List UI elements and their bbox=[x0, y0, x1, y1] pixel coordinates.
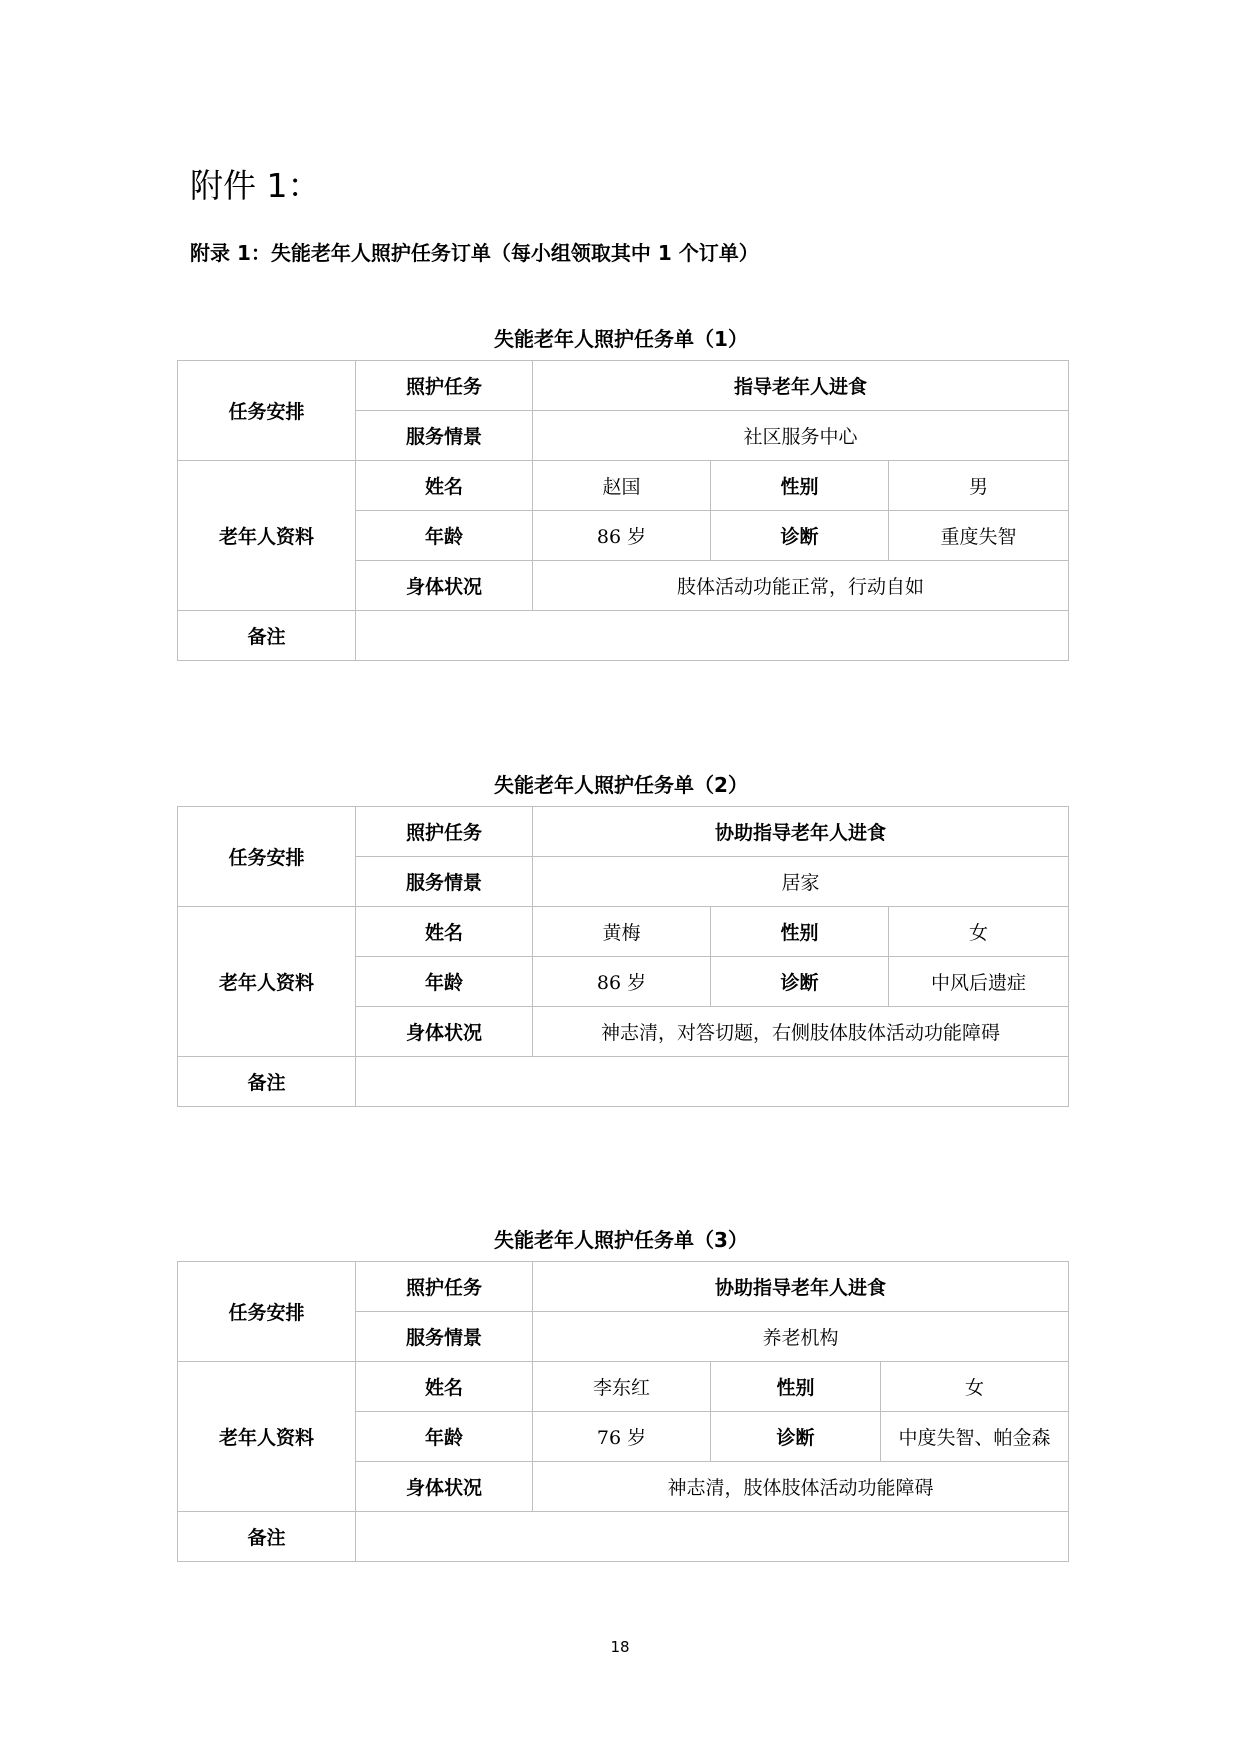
label-name: 姓名 bbox=[356, 1362, 533, 1412]
label-diagnosis: 诊断 bbox=[711, 957, 889, 1007]
remarks-value bbox=[356, 1057, 1069, 1107]
label-remarks: 备注 bbox=[178, 1512, 356, 1562]
service-scene-value: 养老机构 bbox=[533, 1312, 1069, 1362]
label-service-scene: 服务情景 bbox=[356, 411, 533, 461]
label-service-scene: 服务情景 bbox=[356, 1312, 533, 1362]
form-title-2: 失能老年人照护任务单（2） bbox=[494, 773, 748, 797]
name-value: 李东红 bbox=[533, 1362, 711, 1412]
gender-value: 女 bbox=[889, 907, 1069, 957]
form-title-3: 失能老年人照护任务单（3） bbox=[494, 1228, 748, 1252]
physical-value: 肢体活动功能正常，行动自如 bbox=[533, 561, 1069, 611]
label-elder-info: 老年人资料 bbox=[178, 1362, 356, 1512]
age-value: 86 岁 bbox=[533, 511, 711, 561]
remarks-value bbox=[356, 611, 1069, 661]
label-physical: 身体状况 bbox=[356, 1007, 533, 1057]
gender-value: 女 bbox=[881, 1362, 1069, 1412]
label-task-arrangement: 任务安排 bbox=[178, 361, 356, 461]
name-value: 黄梅 bbox=[533, 907, 711, 957]
gender-value: 男 bbox=[889, 461, 1069, 511]
appendix-title: 附录 1：失能老年人照护任务订单（每小组领取其中 1 个订单） bbox=[190, 241, 759, 265]
care-task-value: 协助指导老年人进食 bbox=[533, 807, 1069, 857]
service-scene-value: 社区服务中心 bbox=[533, 411, 1069, 461]
label-diagnosis: 诊断 bbox=[711, 511, 889, 561]
diagnosis-value: 重度失智 bbox=[889, 511, 1069, 561]
label-age: 年龄 bbox=[356, 957, 533, 1007]
label-name: 姓名 bbox=[356, 907, 533, 957]
task-table-2 bbox=[177, 806, 1069, 1107]
label-service-scene: 服务情景 bbox=[356, 857, 533, 907]
label-elder-info: 老年人资料 bbox=[178, 461, 356, 611]
label-physical: 身体状况 bbox=[356, 1462, 533, 1512]
label-name: 姓名 bbox=[356, 461, 533, 511]
age-value: 86 岁 bbox=[533, 957, 711, 1007]
attachment-title: 附件 1： bbox=[190, 166, 321, 205]
age-value: 76 岁 bbox=[533, 1412, 711, 1462]
diagnosis-value: 中度失智、帕金森 bbox=[881, 1412, 1069, 1462]
remarks-value bbox=[356, 1512, 1069, 1562]
label-gender: 性别 bbox=[711, 461, 889, 511]
label-task-arrangement: 任务安排 bbox=[178, 1262, 356, 1362]
care-task-value: 指导老年人进食 bbox=[533, 361, 1069, 411]
label-gender: 性别 bbox=[711, 1362, 881, 1412]
label-age: 年龄 bbox=[356, 511, 533, 561]
diagnosis-value: 中风后遗症 bbox=[889, 957, 1069, 1007]
task-table-1 bbox=[177, 360, 1069, 661]
label-task-arrangement: 任务安排 bbox=[178, 807, 356, 907]
label-gender: 性别 bbox=[711, 907, 889, 957]
service-scene-value: 居家 bbox=[533, 857, 1069, 907]
label-remarks: 备注 bbox=[178, 611, 356, 661]
form-title-1: 失能老年人照护任务单（1） bbox=[494, 327, 748, 351]
name-value: 赵国 bbox=[533, 461, 711, 511]
label-remarks: 备注 bbox=[178, 1057, 356, 1107]
label-age: 年龄 bbox=[356, 1412, 533, 1462]
page-number: 18 bbox=[610, 1638, 630, 1656]
label-care-task: 照护任务 bbox=[356, 807, 533, 857]
physical-value: 神志清，肢体肢体活动功能障碍 bbox=[533, 1462, 1069, 1512]
label-elder-info: 老年人资料 bbox=[178, 907, 356, 1057]
task-table-3 bbox=[177, 1261, 1069, 1562]
label-care-task: 照护任务 bbox=[356, 361, 533, 411]
physical-value: 神志清，对答切题，右侧肢体肢体活动功能障碍 bbox=[533, 1007, 1069, 1057]
label-diagnosis: 诊断 bbox=[711, 1412, 881, 1462]
label-care-task: 照护任务 bbox=[356, 1262, 533, 1312]
label-physical: 身体状况 bbox=[356, 561, 533, 611]
care-task-value: 协助指导老年人进食 bbox=[533, 1262, 1069, 1312]
